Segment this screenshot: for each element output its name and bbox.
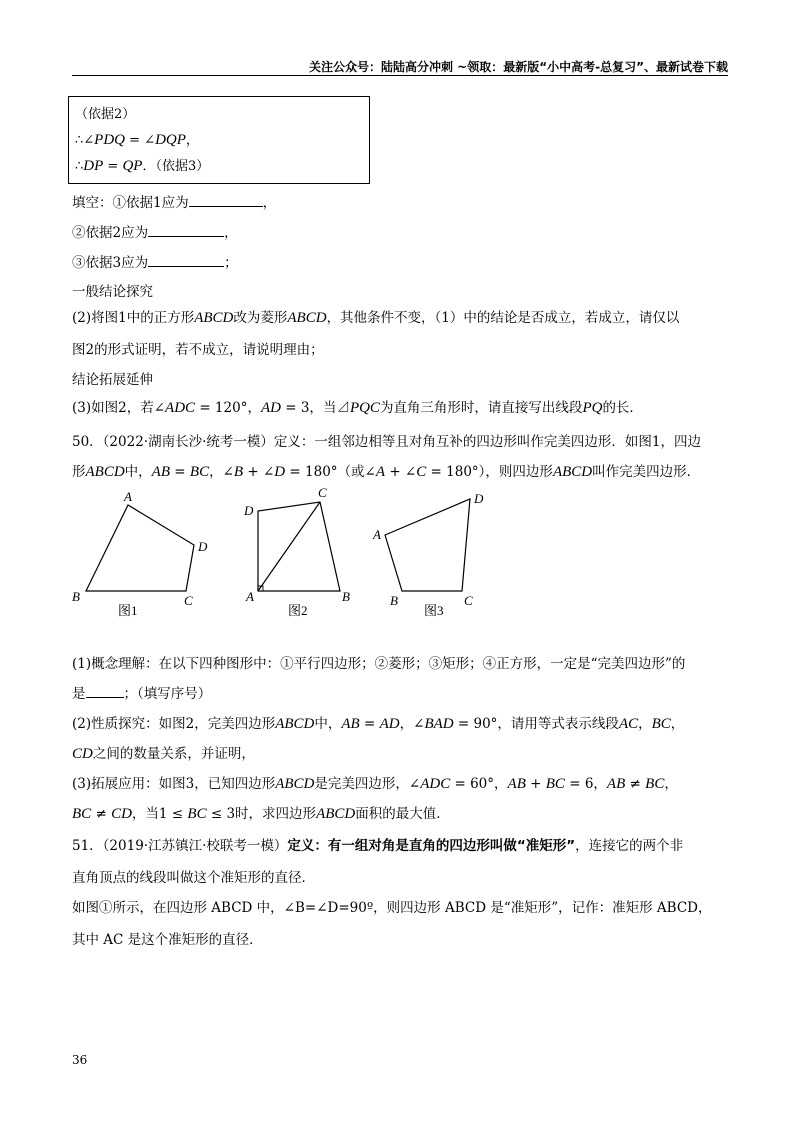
figure-2-diagonal-ac [258,502,320,591]
figure-2-caption: 图2 [288,603,308,618]
section-heading-extension: 结论拓展延伸 [72,372,153,388]
figure-1-label-b: B [72,589,80,604]
answer-blank-1[interactable] [189,192,263,207]
figure-2 [240,485,360,624]
question-51-line-4: 其中 AC 是这个准矩形的直径． [72,932,263,948]
figure-1-label-c: C [184,593,193,608]
page-header: 关注公众号：陆陆高分冲刺 ~领取：最新版“小中高考-总复习”、最新试卷下载 [309,60,728,74]
figure-1-diagram [66,485,216,620]
figure-1-caption: 图1 [118,603,138,618]
question-50-part-2-line-2: CD之间的数量关系，并证明， [72,746,255,762]
page-number: 36 [72,1053,88,1067]
fill-q2: ②依据2应为 ， [72,221,238,241]
question-51-line-3: 如图①所示，在四边形 ABCD 中，∠B=∠D=90º，则四边形 ABCD 是“准矩形”，记作：准矩形 ABCD， [72,900,712,916]
question-50-part-1-line-2: 是 ；（填写序号） [72,682,211,702]
question-51-line-2: 直角顶点的线段叫做这个准矩形的直径． [72,870,315,886]
figure-3-quadrilateral [385,499,470,591]
answer-blank-2[interactable] [148,222,224,237]
question-50-part-3-line-1: (3)拓展应用：如图3，已知四边形ABCD是完美四边形，∠ADC = 60°，AB + BC = 6，AB ≠ BC， [72,776,678,792]
figure-1 [66,485,216,624]
figure-2-label-a: A [246,589,254,604]
header-rule [72,75,728,76]
box-line-3: ∴DP = QP．（依据3） [75,158,210,174]
problem-3-line: (3)如图2，若∠ADC = 120°，AD = 3，当⊿PQC为直角三角形时，请直接写出线段PQ的长． [72,400,643,416]
figure-3-caption: 图3 [424,603,444,618]
box-line-2: ∴∠PDQ = ∠DQP， [75,132,199,148]
proof-box [68,96,370,184]
figure-3-diagram [370,485,500,620]
problem-2-line-2: 图2的形式证明，若不成立，请说明理由； [72,342,324,358]
question-50-line-2: 形ABCD中，AB = BC，∠B + ∠D = 180°（或∠A + ∠C = 180°），则四边形ABCD叫作完美四边形． [72,464,701,480]
answer-blank-50-1[interactable] [86,683,124,698]
question-51-line-1: 51．（2019·江苏镇江·校联考一模）定义：有一组对角是直角的四边形叫做“准矩形”，连接它的两个非 [72,838,684,854]
box-line-1: （依据2） [75,107,136,122]
figure-2-diagram [240,485,360,620]
question-50-part-1-line-1: (1)概念理解：在以下四种图形中：①平行四边形；②菱形；③矩形；④正方形，一定是“完美四边形”的 [72,656,686,672]
figure-2-label-d: D [244,503,254,518]
figure-2-label-b: B [342,589,350,604]
problem-2-line-1: (2)将图1中的正方形ABCD改为菱形ABCD，其他条件不变，（1）中的结论是否成立，若成立，请仅以 [72,310,680,326]
figure-2-label-c: C [318,485,327,500]
question-50-part-3-line-2: BC ≠ CD，当1 ≤ BC ≤ 3时，求四边形ABCD面积的最大值． [72,806,450,822]
figure-1-label-a: A [124,489,132,504]
figure-3-label-a: A [373,527,381,542]
question-50-part-2-line-1: (2)性质探究：如图2，完美四边形ABCD中，AB = AD，∠BAD = 90°，请用等式表示线段AC，BC， [72,716,685,732]
figure-1-quadrilateral [86,505,194,591]
answer-blank-3[interactable] [148,252,224,267]
section-heading-general: 一般结论探究 [72,284,153,300]
fill-q1: 填空：①依据1应为 ， [72,191,276,211]
figure-2-quadrilateral [258,502,340,591]
fill-q3: ③依据3应为 ； [72,251,238,271]
figure-1-label-d: D [198,539,208,554]
question-50-line-1: 50．（2022·湖南长沙·统考一模）定义：一组邻边相等且对角互补的四边形叫作完美四边形．如图1，四边 [72,434,701,450]
figure-3 [370,485,500,624]
figure-3-label-d: D [474,491,484,506]
figure-3-label-c: C [464,593,473,608]
figure-3-label-b: B [390,593,398,608]
